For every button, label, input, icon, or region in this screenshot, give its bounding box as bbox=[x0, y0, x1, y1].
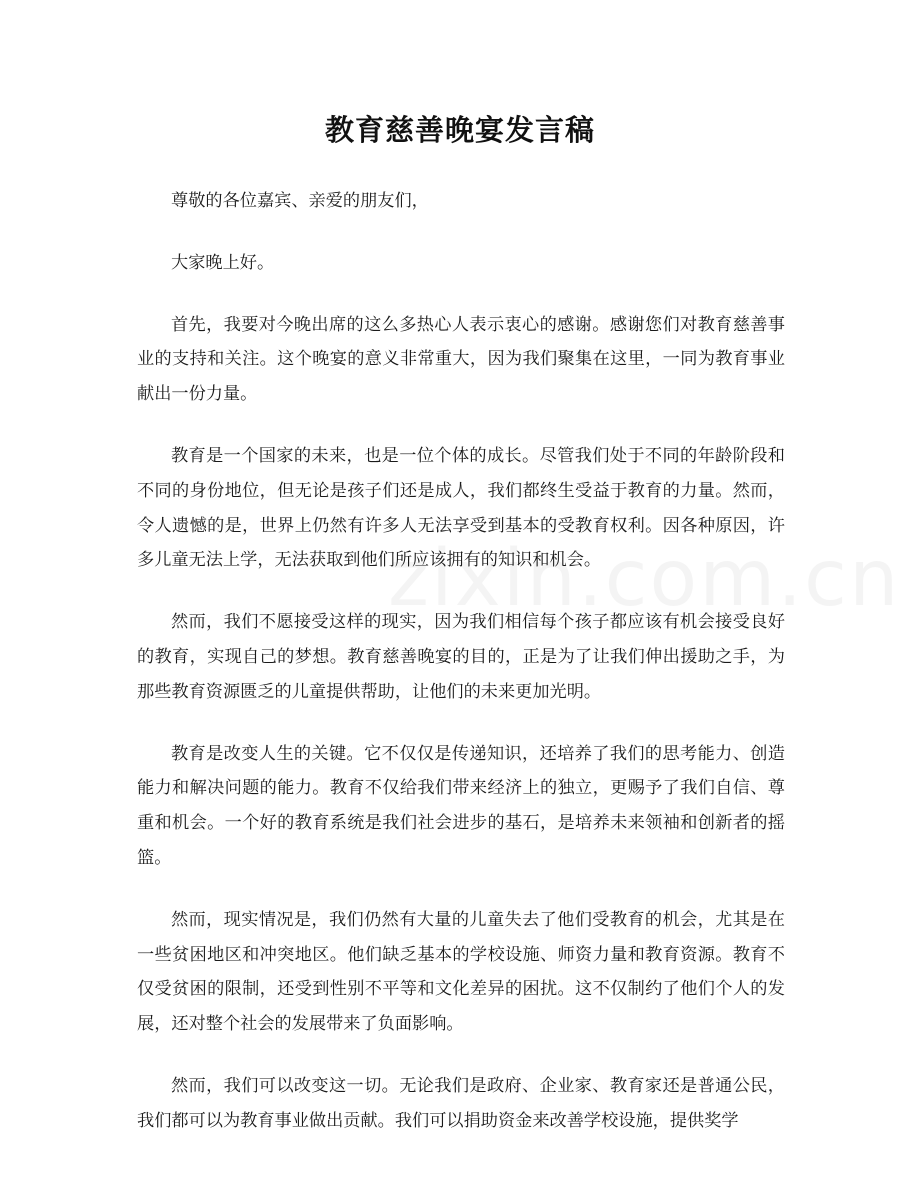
paragraph-salutation: 尊敬的各位嘉宾、亲爱的朋友们， bbox=[171, 191, 429, 211]
paragraph: 首先，我要对今晚出席的这么多热心人表示衷心的感谢。感谢您们对教育慈善事业的支持和关注。这个晚宴的意义非常重大，因为我们聚集在这里，一同为教育事业献出一份力量。 bbox=[137, 314, 785, 405]
paragraph: 然而，我们可以改变这一切。无论我们是政府、企业家、教育家还是普通公民，我们都可以为教育事业做出贡献。我们可以捐助资金来改善学校设施，提供奖学 bbox=[137, 1075, 785, 1131]
document-title: 教育慈善晚宴发言稿 bbox=[324, 113, 595, 147]
document-body bbox=[137, 184, 785, 1166]
paragraph-greeting: 大家晚上好。 bbox=[171, 252, 275, 273]
paragraph: 教育是一个国家的未来，也是一位个体的成长。尽管我们处于不同的年龄阶段和不同的身份地位，但无论是孩子们还是成人，我们都终生受益于教育的力量。然而，令人遗憾的是，世界上仍然有许多人无法享受到基本的受教育权利。因各种原因，许多儿童无法上学，无法获取到他们所应该拥有的知识和机会。 bbox=[137, 445, 785, 571]
paragraph: 教育是改变人生的关键。它不仅仅是传递知识，还培养了我们的思考能力、创造能力和解决问题的能力。教育不仅给我们带来经济上的独立，更赐予了我们自信、尊重和机会。一个好的教育系统是我们社会进步的基石，是培养未来领袖和创新者的摇篮。 bbox=[137, 743, 785, 868]
paragraph: 然而，我们不愿接受这样的现实，因为我们相信每个孩子都应该有机会接受良好的教育，实现自己的梦想。教育慈善晚宴的目的，正是为了让我们伸出援助之手，为那些教育资源匮乏的儿童提供帮助，让他们的未来更加光明。 bbox=[137, 612, 785, 702]
paragraph: 然而，现实情况是，我们仍然有大量的儿童失去了他们受教育的机会，尤其是在一些贫困地区和冲突地区。他们缺乏基本的学校设施、师资力量和教育资源。教育不仅受贫困的限制，还受到性别不平等和文化差异的困扰。这不仅制约了他们个人的发展，还对整个社会的发展带来了负面影响。 bbox=[137, 909, 785, 1035]
